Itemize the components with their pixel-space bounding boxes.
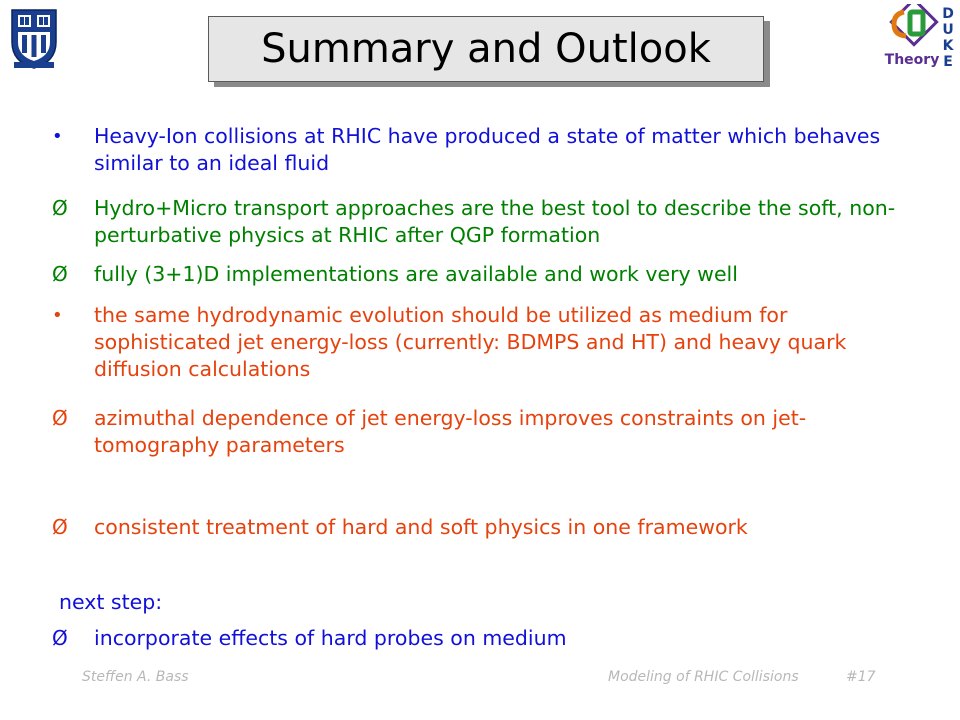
bullet-item-7: incorporate effects of hard probes on medium	[94, 626, 567, 650]
footer-author: Steffen A. Bass	[82, 669, 189, 685]
arrow-marker-3: Ø	[52, 262, 68, 286]
logo-letter-d: D	[942, 6, 954, 22]
arrow-marker-6: Ø	[52, 515, 68, 539]
arrow-marker-7: Ø	[52, 626, 68, 650]
slide-title: Summary and Outlook	[261, 26, 711, 72]
arrow-marker-5: Ø	[52, 406, 68, 430]
footer-talk-title: Modeling of RHIC Collisions	[608, 669, 799, 685]
bullet-dot-1: •	[52, 126, 63, 147]
duke-theory-logo	[882, 4, 954, 72]
arrow-marker-2: Ø	[52, 196, 68, 220]
logo-letter-e: E	[943, 54, 953, 70]
bullet-item-4: the same hydrodynamic evolution should be utilized as medium for sophisticated jet energy-loss (currently: BDMPS and HT) and heavy quark diffusion calculations	[94, 303, 847, 381]
duke-shield-logo	[8, 6, 60, 70]
logo-theory-word: Theory	[884, 52, 940, 68]
bullet-item-1: Heavy-Ion collisions at RHIC have produced a state of matter which behaves similar to an ideal fluid	[94, 124, 881, 175]
logo-letter-u: U	[942, 22, 954, 38]
bullet-dot-4: •	[52, 305, 63, 326]
bullet-item-5: azimuthal dependence of jet energy-loss improves constraints on jet-tomography parameters	[94, 406, 807, 457]
footer-slide-number: #17	[846, 669, 876, 685]
title-box	[208, 16, 764, 82]
bullet-item-6: consistent treatment of hard and soft physics in one framework	[94, 515, 748, 539]
bullet-item-3: fully (3+1)D implementations are available and work very well	[94, 262, 738, 286]
next-step-label: next step:	[59, 590, 163, 614]
bullet-item-2: Hydro+Micro transport approaches are the best tool to describe the soft, non-perturbative physics at RHIC after QGP formation	[94, 196, 896, 247]
logo-letter-k: K	[942, 38, 954, 54]
